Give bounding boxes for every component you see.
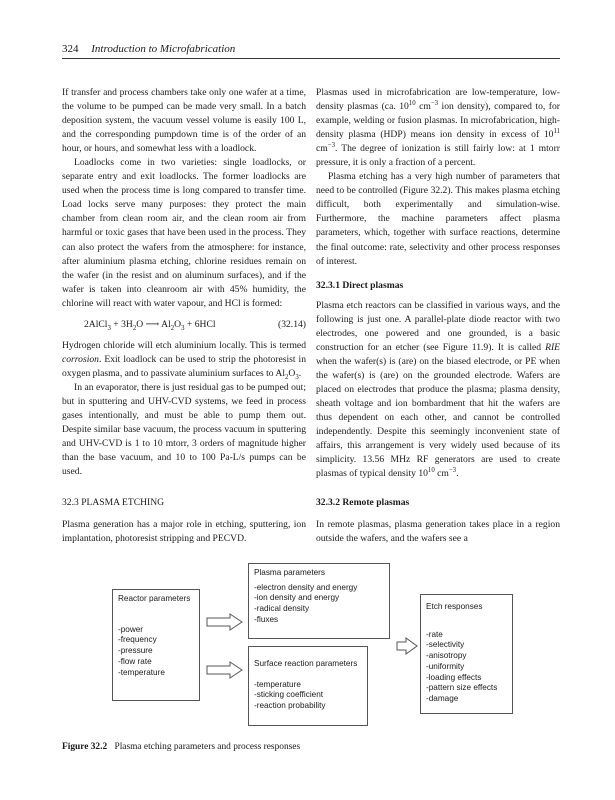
paragraph: In an evaporator, there is just residual gas to be pumped out; but in sputtering and UHV-CVD systems, we feed in process gases intentionally, and must be able to pump them out. Despite similar base vacuum, the process vacuum in sputtering and UHV-CVD is 1 to 10 mtorr, 3 orders of magnitude higher than the base vacuum, and 10 to 100 Pa-L/s pumps can be used. bbox=[62, 381, 306, 478]
right-lower bbox=[316, 496, 560, 546]
subsection-heading: 32.3.1 Direct plasmas bbox=[316, 279, 404, 291]
box-list: -rate -selectivity -anisotropy -uniformity -loading effects -pattern size effects -damage bbox=[426, 629, 498, 703]
paragraph: Plasma generation has a major role in etching, sputtering, ion implantation, photoresist stripping and PECVD. bbox=[62, 519, 306, 545]
left-column bbox=[62, 86, 306, 479]
reactor-parameters-box bbox=[112, 589, 200, 701]
subsection-heading: 32.3.2 Remote plasmas bbox=[316, 497, 410, 508]
running-title: Introduction to Microfabrication bbox=[91, 43, 236, 55]
paragraph: In remote plasmas, plasma generation takes place in a region outside the wafers, and the wafers see a bbox=[316, 519, 560, 545]
paragraph: Plasma etching has a very high number of parameters that need to be controlled (Figure 32.2). This makes plasma etching difficult, both experimentally and simulation-wise. Furthermore, the machine parameters affect plasma parameters, which, together with surface reactions, determine the final outcome: rate, selectivity and other process responses of interest. bbox=[316, 171, 560, 267]
page-number: 324 bbox=[62, 43, 79, 55]
equation bbox=[62, 318, 306, 332]
paragraph: Plasma etch reactors can be classified in various ways, and the following is just one. A parallel-plate diode reactor with two electrodes, one powered and one grounded, is a basic construction for an etcher (see Figure 11.9). It is called RIE when the wafer(s) is (are) on the biased electrode, or PE when the wafer(s) is (are) on the grounded electrode. Wafers are placed on electrodes that produce the plasma; plasma density, sheath voltage and ion bombardment that hit the wafers are thus dependent on each other, and cannot be controlled independently. Despite this seemingly inconvenient state of affairs, this arrangement is very widely used because of its simplicity. 13.56 MHz RF generators are used to create plasmas of typical density $10^{10}$ $cm^{-3}$. bbox=[316, 299, 560, 480]
box-list: -power -frequency -pressure -flow rate -temperature bbox=[118, 624, 165, 677]
box-title: Etch responses bbox=[426, 602, 483, 611]
equation-body: 2AlCl$_3$ + $3H_2O$ ⟶ $Al_2O_3 + 6HCl$ bbox=[84, 318, 216, 332]
paragraph: Hydrogen chloride will etch aluminium locally. This is termed corrosion. Exit loadlock can be used to strip the photoresist in oxygen plasma, and to passivate aluminium surfaces to $Al_2O_3$. bbox=[62, 339, 306, 381]
arrow-right-icon bbox=[396, 637, 418, 655]
paragraph: Plasmas used in microfabrication are low-temperature, low-density plasmas (ca. $10^{10}$ $cm^{-3}$ ion density), compared to, for example, welding or fusion plasmas. In microfabrication, high-density plasma (HDP) means ion density in excess of $10^{11}$ $cm^{-3}$. The degree of ionization is still fairly low: at 1 mtorr pressure, it is only a fraction of a percent. bbox=[316, 87, 560, 169]
box-title: Surface reaction parameters bbox=[254, 659, 358, 668]
box-list: -electron density and energy -ion density and energy -radical density -fluxes bbox=[254, 582, 358, 624]
right-column bbox=[316, 86, 560, 481]
surface-reaction-box bbox=[248, 646, 368, 726]
etch-responses-box bbox=[420, 594, 513, 714]
paragraph: If transfer and process chambers take only one wafer at a time, the volume to be pumped can be made very small. In a batch deposition system, the vacuum vessel volume is easily 100 L, and the corresponding pumpdown time is of the order of an hour, or hours, and somewhat less with a loadlock. bbox=[62, 87, 306, 155]
figure-caption bbox=[62, 742, 300, 752]
section-heading: 32.3 PLASMA ETCHING bbox=[62, 497, 165, 508]
box-title: Plasma parameters bbox=[254, 568, 325, 577]
arrow-right-icon bbox=[206, 613, 244, 631]
plasma-parameters-box bbox=[248, 563, 390, 639]
arrow-right-icon bbox=[206, 661, 244, 679]
left-lower bbox=[62, 496, 306, 546]
equation-number: (32.14) bbox=[278, 318, 306, 330]
box-list: -temperature -sticking coefficient -reaction probability bbox=[254, 679, 326, 711]
figure-label: Figure 32.2 bbox=[62, 742, 108, 752]
box-title: Reactor parameters bbox=[118, 594, 191, 603]
running-header bbox=[62, 43, 560, 59]
figure-caption-text: Plasma etching parameters and process responses bbox=[114, 742, 301, 752]
paragraph: Loadlocks come in two varieties: single loadlocks, or separate entry and exit loadlocks. The former loadlocks are used when the process time is long compared to transfer time. Load locks serve many purposes: they protect the main chamber from clean room air, and the clean room air from harmful or toxic gases that have been used in the process. They can also protect the wafers from the atmosphere: for instance, after aluminium plasma etching, chlorine residues remain on the wafer (in the resist and on aluminum surfaces), and if the wafer is taken into cleanroom air with 45% humidity, the chlorine will react with water vapour, and HCl is formed: bbox=[62, 157, 306, 309]
